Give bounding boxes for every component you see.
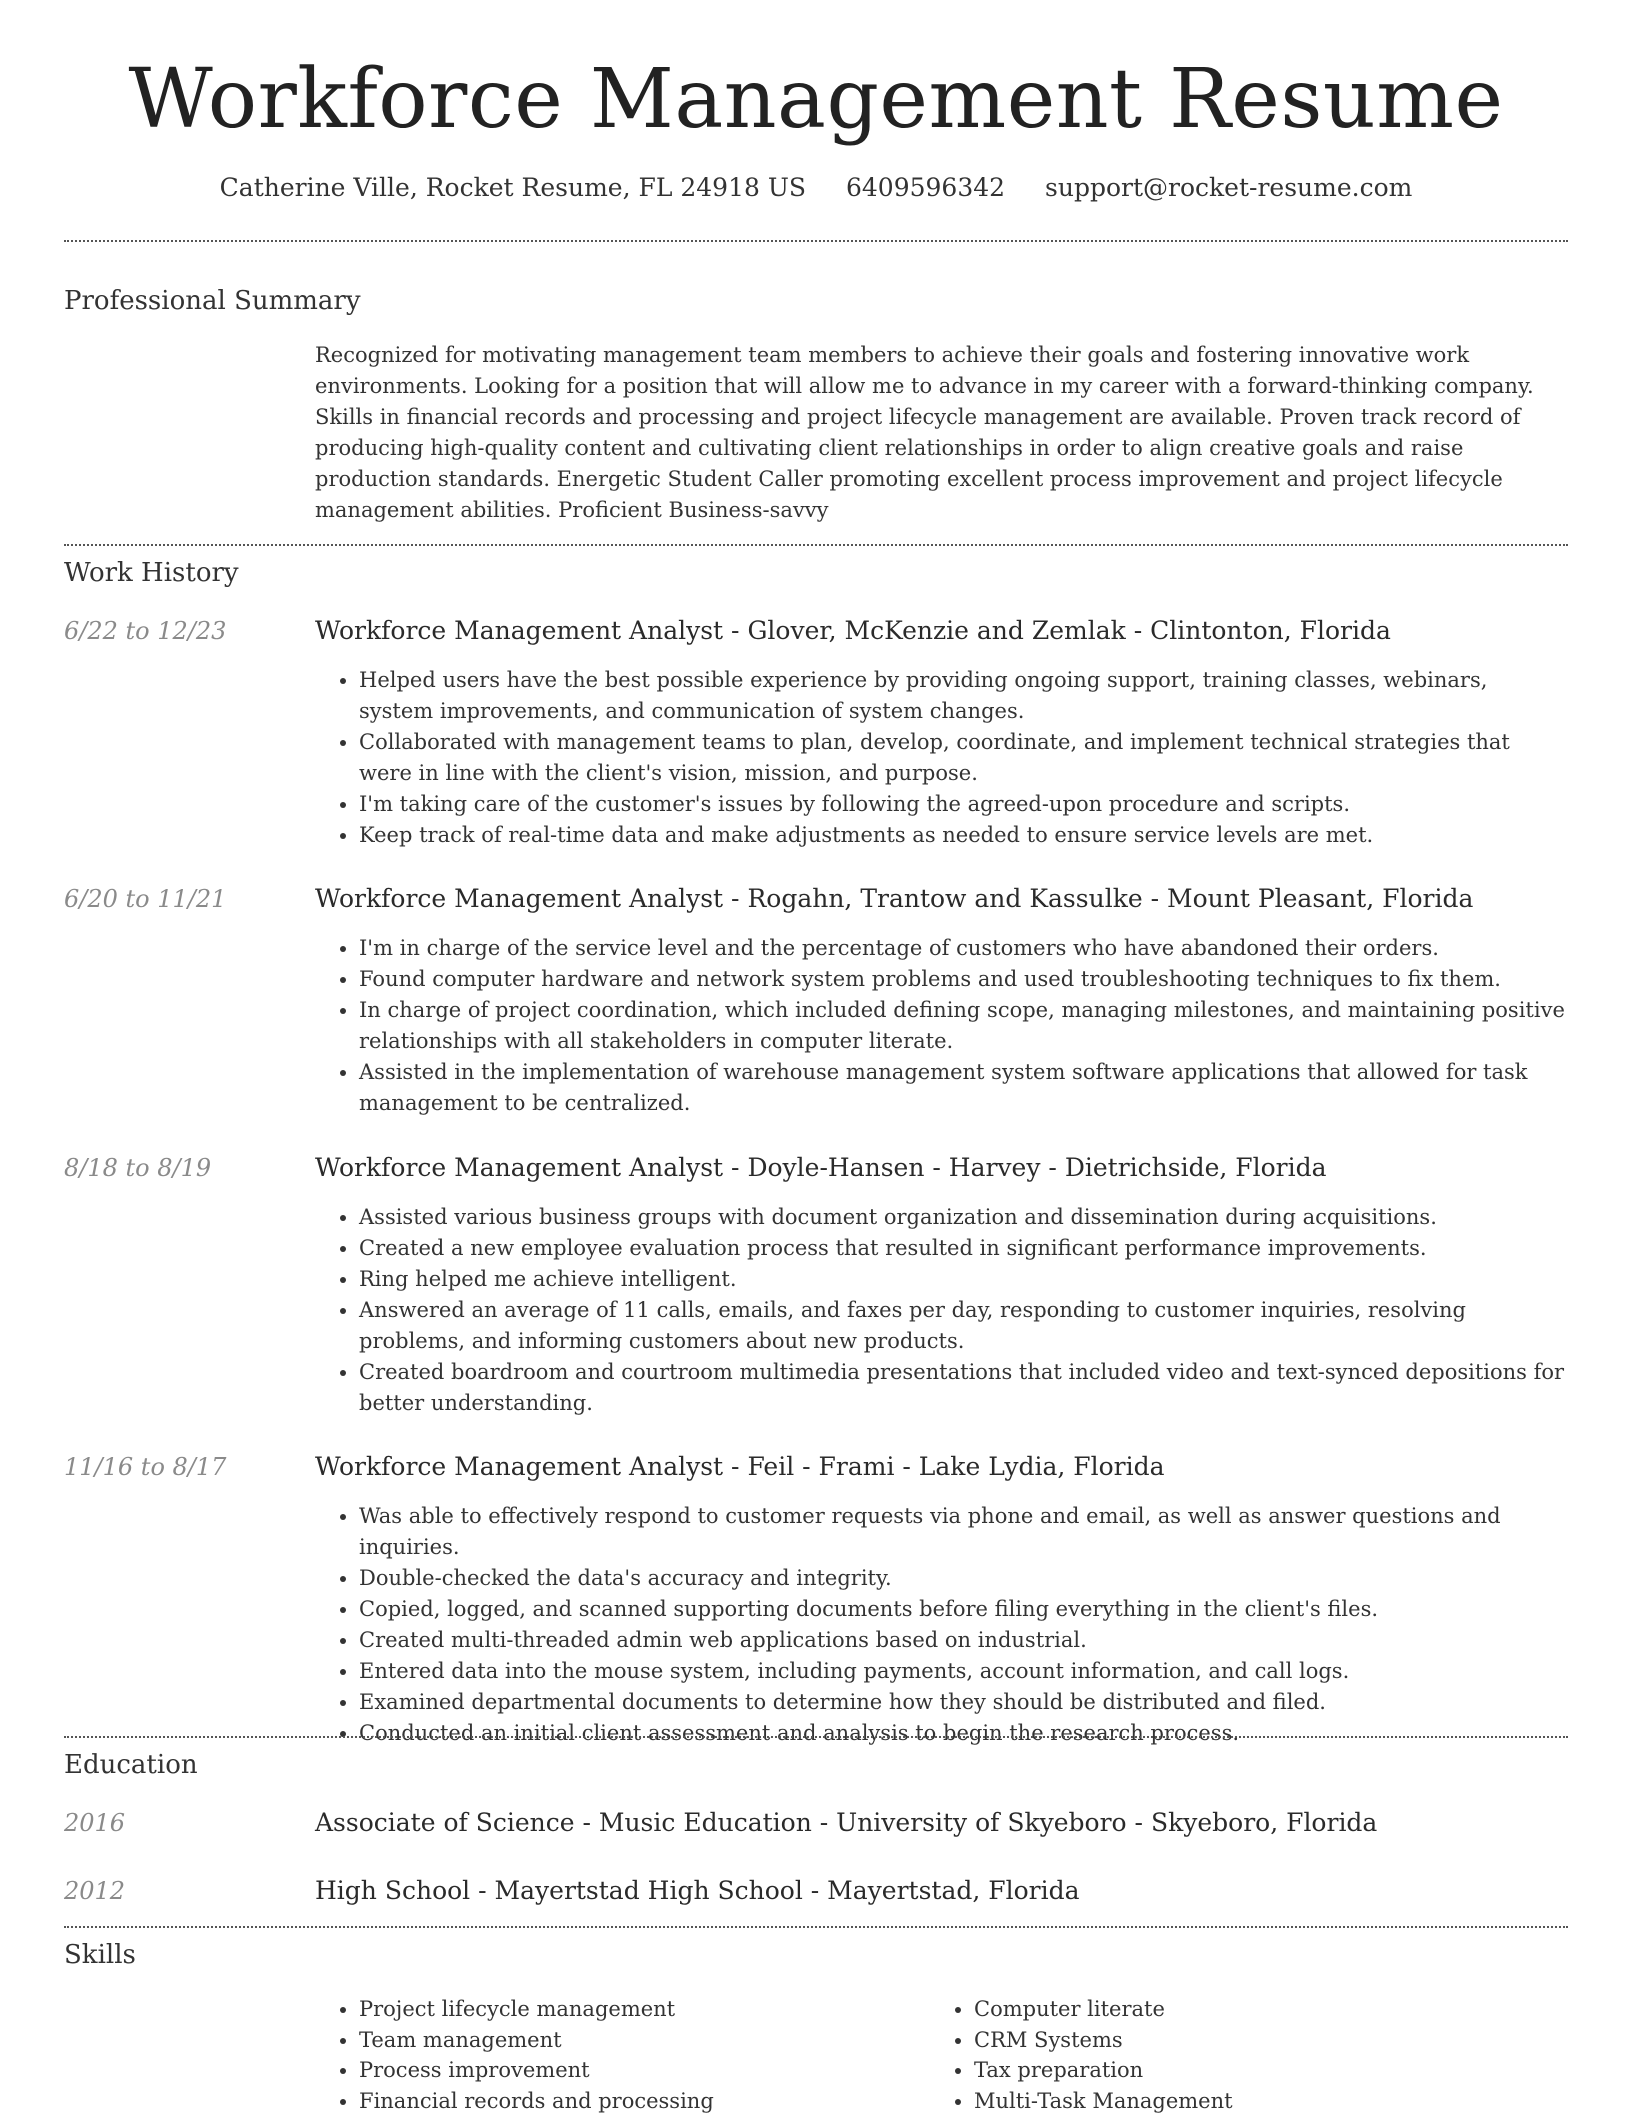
job-bullet: • I'm in charge of the service level and the percentage of customers who have abandoned their orders.: [359, 933, 1565, 964]
education-year: 2016: [64, 1806, 125, 1840]
section-divider: [64, 544, 1568, 546]
job-dates: 6/20 to 11/21: [64, 882, 226, 916]
skill-item: • Process improvement: [359, 2055, 915, 2086]
summary-text: Recognized for motivating management team members to achieve their goals and fostering innovative work environments. Looking for a position that will allow me to advance in my career with a forward-thinking company. Skills in financial records and processing and project lifecycle management are available. Proven track record of producing high-quality content and cultivating client relationships in order to align creative goals and raise production standards. Energetic Student Caller promoting excellent process improvement and project lifecycle management abilities. Proficient Business-savvy: [315, 340, 1565, 526]
job-bullet: • In charge of project coordination, which included defining scope, managing milestones, and maintaining positive relationships with all stakeholders in computer literate.: [359, 995, 1565, 1057]
contact-address: Catherine Ville, Rocket Resume, FL 24918 US: [220, 173, 806, 202]
work-history-heading: Work History: [64, 556, 239, 590]
education-entry: Associate of Science - Music Education - University of Skyeboro - Skyeboro, Florida: [315, 1806, 1565, 1840]
skill-item: • Computer literate: [974, 1994, 1530, 2025]
job-bullet: • Copied, logged, and scanned supporting documents before filing everything in the client's files.: [359, 1594, 1565, 1625]
education-heading: Education: [64, 1748, 198, 1782]
job-title: Workforce Management Analyst - Rogahn, Trantow and Kassulke - Mount Pleasant, Florida: [315, 882, 1565, 916]
education-year: 2012: [64, 1874, 125, 1908]
section-divider: [64, 1736, 1568, 1738]
job-bullets: [315, 1501, 1565, 1749]
job-bullet: • Created multi-threaded admin web applications based on industrial.: [359, 1625, 1565, 1656]
job-bullet: • Double-checked the data's accuracy and integrity.: [359, 1563, 1565, 1594]
job-bullet: • I'm taking care of the customer's issues by following the agreed-upon procedure and scripts.: [359, 789, 1565, 820]
skill-item: • Tax preparation: [974, 2055, 1530, 2086]
job-title: Workforce Management Analyst - Doyle-Hansen - Harvey - Dietrichside, Florida: [315, 1151, 1565, 1185]
skill-item: • Project lifecycle management: [359, 1994, 915, 2025]
job-bullets: [315, 1202, 1565, 1419]
contact-line: [0, 170, 1632, 206]
contact-phone: 6409596342: [846, 173, 1005, 202]
job-bullet: • Created boardroom and courtroom multimedia presentations that included video and text-synced depositions for better understanding.: [359, 1357, 1565, 1419]
job-bullet: • Created a new employee evaluation process that resulted in significant performance improvements.: [359, 1233, 1565, 1264]
job-bullet: • Keep track of real-time data and make adjustments as needed to ensure service levels are met.: [359, 820, 1565, 851]
job-bullet: • Was able to effectively respond to customer requests via phone and email, as well as answer questions and inquiries.: [359, 1501, 1565, 1563]
resume-title: Workforce Management Resume: [0, 50, 1632, 150]
contact-email: support@rocket-resume.com: [1045, 173, 1412, 202]
skills-heading: Skills: [64, 1938, 136, 1972]
job-bullet: • Entered data into the mouse system, including payments, account information, and call logs.: [359, 1656, 1565, 1687]
skill-item: • CRM Systems: [974, 2025, 1530, 2056]
job-title: Workforce Management Analyst - Glover, McKenzie and Zemlak - Clintonton, Florida: [315, 614, 1565, 648]
job-bullet: • Assisted various business groups with document organization and dissemination during acquisitions.: [359, 1202, 1565, 1233]
skill-item: • Financial records and processing: [359, 2086, 915, 2116]
job-dates: 8/18 to 8/19: [64, 1151, 211, 1185]
skills-list-right: [930, 1994, 1530, 2116]
section-divider: [64, 1926, 1568, 1928]
skills-list-left: [315, 1994, 915, 2116]
job-bullets: [315, 665, 1565, 851]
job-dates: 11/16 to 8/17: [64, 1450, 226, 1484]
skill-item: • Multi-Task Management: [974, 2086, 1530, 2116]
skill-item: • Team management: [359, 2025, 915, 2056]
job-bullet: • Helped users have the best possible experience by providing ongoing support, training classes, webinars, system improvements, and communication of system changes.: [359, 665, 1565, 727]
job-bullets: [315, 933, 1565, 1119]
summary-heading: Professional Summary: [64, 284, 361, 318]
job-bullet: • Collaborated with management teams to plan, develop, coordinate, and implement technical strategies that were in line with the client's vision, mission, and purpose.: [359, 727, 1565, 789]
job-bullet: • Assisted in the implementation of warehouse management system software applications that allowed for task management to be centralized.: [359, 1057, 1565, 1119]
job-bullet: • Answered an average of 11 calls, emails, and faxes per day, responding to customer inquiries, resolving problems, and informing customers about new products.: [359, 1295, 1565, 1357]
section-divider: [64, 240, 1568, 242]
job-bullet: • Examined departmental documents to determine how they should be distributed and filed.: [359, 1687, 1565, 1718]
job-title: Workforce Management Analyst - Feil - Frami - Lake Lydia, Florida: [315, 1450, 1565, 1484]
job-dates: 6/22 to 12/23: [64, 614, 226, 648]
education-entry: High School - Mayertstad High School - Mayertstad, Florida: [315, 1874, 1565, 1908]
job-bullet: • Ring helped me achieve intelligent.: [359, 1264, 1565, 1295]
job-bullet: • Found computer hardware and network system problems and used troubleshooting techniques to fix them.: [359, 964, 1565, 995]
job-bullet: • Conducted an initial client assessment and analysis to begin the research process.: [359, 1718, 1565, 1749]
